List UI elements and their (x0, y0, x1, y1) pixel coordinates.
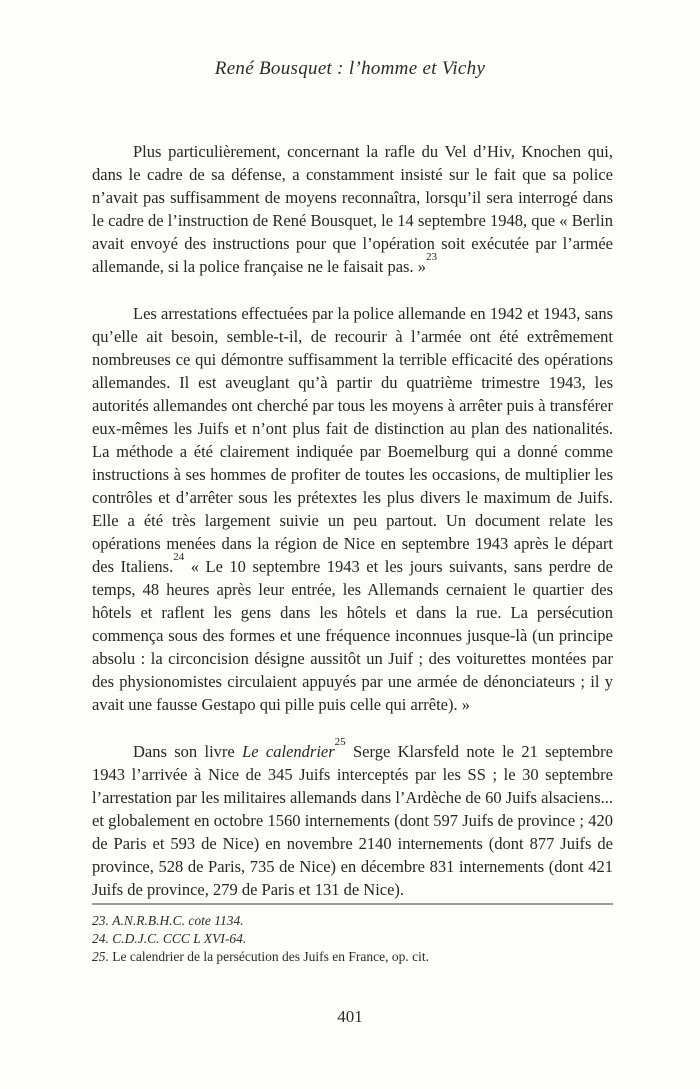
paragraph-2-text-after-ref: « Le 10 septembre 1943 et les jours suivants, sans perdre de temps, 48 heures après leur entrée, les Allemands cernaient le quartier des hôtels et raflent les gens dans les hôtels et dans la rue. La persécution commença sous des formes et une fréquence inconnues jusque-là (un principe absolu : la circoncision désigne aussitôt un Juif ; des voiturettes montées par des physionomistes circulaient appuyés par une armée de dénonciateurs ; il y avait une fausse Gestapo qui pille puis celle qui arrête). » (92, 557, 614, 714)
footnote-ref-24: 24 (173, 550, 185, 563)
footnote-24-text: C.D.J.C. CCC L XVI-64. (112, 931, 247, 946)
footnote-24 (92, 930, 613, 948)
footnote-divider (92, 903, 613, 905)
footnote-24-number: 24. (92, 931, 109, 946)
footnote-ref-25: 25 (334, 735, 346, 748)
paragraph-1-text: Plus particulièrement, concernant la rafle du Vel d’Hiv, Knochen qui, dans le cadre de sa défense, a constamment insisté sur le fait que sa police n’avait pas suffisamment de moyens reconnaîtra, lorsqu’il sera interrogé dans le cadre de l’instruction de René Bousquet, le 14 septembre 1948, que « Berlin avait envoyé des instructions pour que l’opération soit exécutée par l’armée allemande, si la police française ne le faisait pas. » (92, 142, 613, 276)
page-number: 401 (337, 1007, 363, 1026)
footnote-23-text: A.N.R.B.H.C. cote 1134. (112, 913, 244, 928)
footnote-25-text: Le calendrier de la persécution des Juifs en France, op. cit. (112, 949, 429, 964)
paragraph-1 (92, 140, 613, 278)
running-header: René Bousquet : l’homme et Vichy (214, 58, 486, 79)
footnote-ref-23: 23 (425, 250, 437, 263)
footnote-25 (92, 948, 613, 966)
footnote-23 (92, 912, 613, 930)
footnote-23-number: 23. (92, 913, 109, 928)
paragraph-2 (92, 302, 613, 716)
book-title: Le calendrier (242, 742, 335, 761)
paragraph-3-text-end: Serge Klarsfeld note le 21 septembre 1943 l’arrivée à Nice de 345 Juifs interceptés par les SS ; le 30 septembre l’arrestation par les militaires allemands dans l’Ardèche de 60 Juifs alsaciens... et globalement en octobre 1560 internements (dont 597 Juifs de province ; 420 de Paris et 593 de Nice) en novembre 2140 internements (dont 877 Juifs de province, 528 de Paris, 735 de Nice) en décembre 831 internements (dont 421 Juifs de province, 279 de Paris et 131 de Nice). (92, 742, 613, 899)
main-text-block (92, 140, 613, 925)
footnote-25-number: 25. (92, 949, 109, 964)
paragraph-3-text-start: Dans son livre (133, 742, 243, 761)
footnote-block (92, 903, 613, 966)
paragraph-3 (92, 735, 613, 901)
paragraph-2-text-before-ref: Les arrestations effectuées par la police allemande en 1942 et 1943, sans qu’elle ait besoin, semble-t-il, de recourir à l’armée ont été extrêmement nombreuses ce qui démontre suffisamment la terrible efficacité des opérations allemandes. Il est aveuglant qu’à partir du quatrième trimestre 1943, les autorités allemandes ont cherché par tous les moyens à arrêter puis à transférer eux-mêmes les Juifs et n’ont plus fait de distinction au plan des nationalités. La méthode a été clairement indiquée par Boemelburg qui a donné comme instructions à ses hommes de profiter de toutes les occasions, de multiplier les contrôles et d’arrêter sous les prétextes les plus divers le maximum de Juifs. Elle a été très largement suivie un peu partout. Un document relate les opérations menées dans la région de Nice en septembre 1943 après le départ des Italiens. (92, 304, 613, 576)
